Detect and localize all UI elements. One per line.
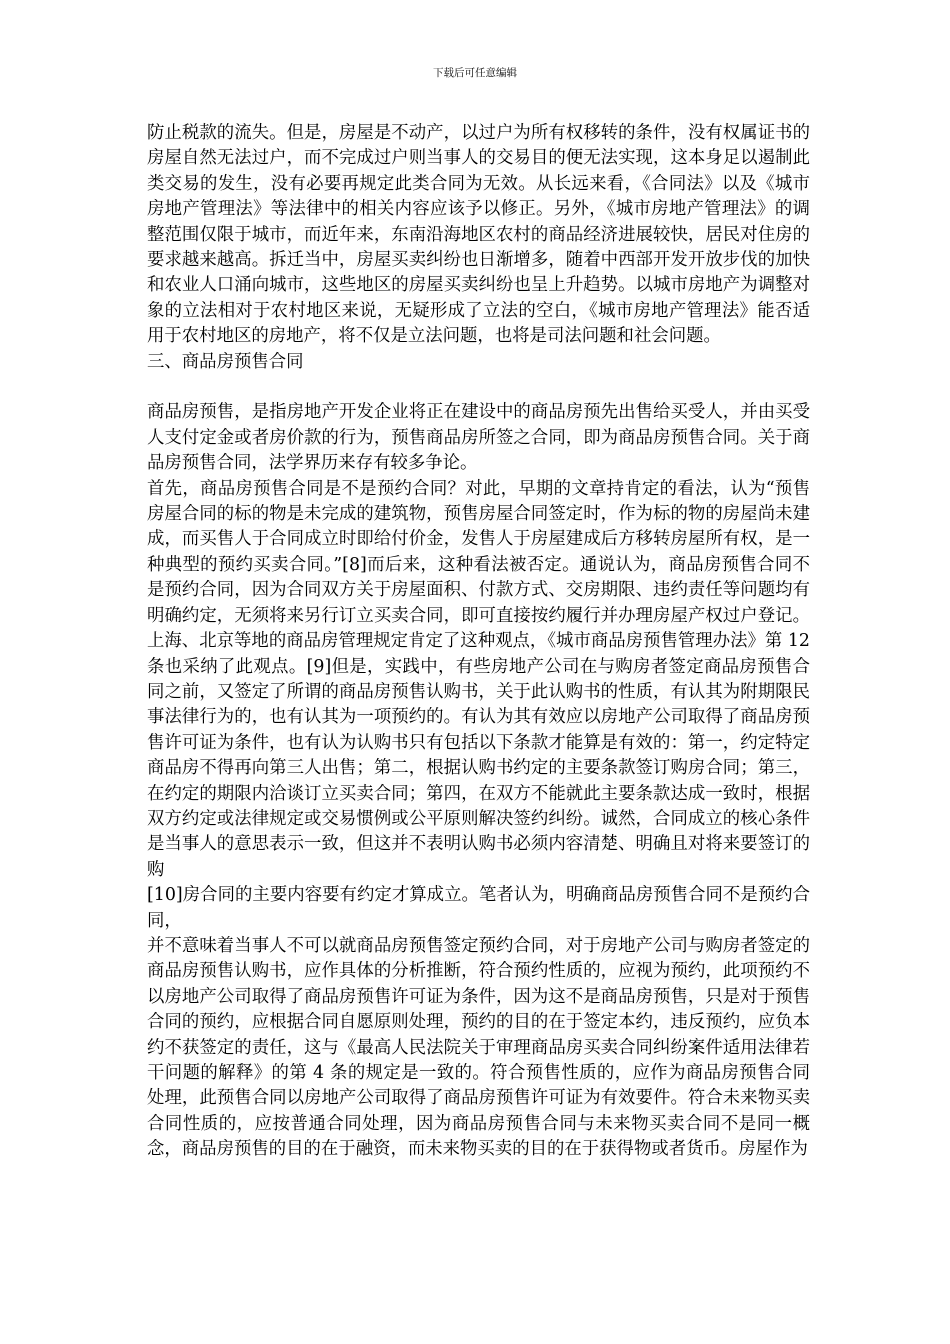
page-header: 下载后可任意编辑 <box>433 67 517 79</box>
document-body <box>147 121 810 1163</box>
body-paragraph: [10]房合同的主要内容要有约定才算成立。笔者认为，明确商品房预售合同不是预约合同， <box>147 885 810 931</box>
blank-line <box>147 375 810 400</box>
body-paragraph: 防止税款的流失。但是，房屋是不动产，以过户为所有权移转的条件，没有权属证书的房屋自然无法过户，而不完成过户则当事人的交易目的便无法实现，这本身足以遏制此类交易的发生，没有必要再规定此类合同为无效。从长远来看，《合同法》以及《城市房地产管理法》等法律中的相关内容应该予以修正。另外，《城市房地产管理法》的调整范围仅限于城市，而近年来，东南沿海地区农村的商品经济进展较快，居民对住房的要求越来越高。拆迁当中，房屋买卖纠纷也日渐增多，随着中西部开发开放步伐的加快和农业人口涌向城市，这些地区的房屋买卖纠纷也呈上升趋势。以城市房地产为调整对象的立法相对于农村地区来说，无疑形成了立法的空白，《城市房地产管理法》能否适用于农村地区的房地产，将不仅是立法问题，也将是司法问题和社会问题。 <box>147 123 810 347</box>
body-paragraph: 商品房预售，是指房地产开发企业将正在建设中的商品房预先出售给买受人，并由买受人支付定金或者房价款的行为，预售商品房所签之合同，即为商品房预售合同。关于商品房预售合同，法学界历来存有较多争论。 <box>147 402 810 474</box>
body-paragraph: 并不意味着当事人不可以就商品房预售签定预约合同，对于房地产公司与购房者签定的商品房预售认购书，应作具体的分析推断，符合预约性质的，应视为预约，此项预约不以房地产公司取得了商品房预售许可证为条件，因为这不是商品房预售，只是对于预售合同的预约，应根据合同自愿原则处理，预约的目的在于签定本约，违反预约，应负本约不获签定的责任，这与《最高人民法院关于审理商品房买卖合同纠纷案件适用法律若干问题的解释》的第 4 条的规定是一致的。符合预售性质的，应作为商品房预售合同处理，此预售合同以房地产公司取得了商品房预售许可证为有效要件。符合未来物买卖合同性质的，应按普通合同处理，因为商品房预售合同与未来物买卖合同不是同一概念，商品房预售的目的在于融资，而未来物买卖的目的在于获得物或者货币。房屋作为 <box>147 935 810 1160</box>
body-paragraph: 首先，商品房预售合同是不是预约合同？对此，早期的文章持肯定的看法，认为“预售房屋合同的标的物是未完成的建筑物，预售房屋合同签定时，作为标的物的房屋尚未建成，而买售人于合同成立时即给付价金，发售人于房屋建成后方移转房屋所有权，是一种典型的预约买卖合同。”[8]而后来，这种看法被否定。通说认为，商品房预售合同不是预约合同，因为合同双方关于房屋面积、付款方式、交房期限、违约责任等问题均有明确约定，无须将来另行订立买卖合同，即可直接按约履行并办理房屋产权过户登记。上海、北京等地的商品房管理规定肯定了这种观点，《城市商品房预售管理办法》第 12 条也采纳了此观点。[9]但是，实践中，有些房地产公司在与购房者签定商品房预售合同之前，又签定了所谓的商品房预售认购书，关于此认购书的性质，有认其为附期限民事法律行为的，也有认其为一项预约的。有认为其有效应以房地产公司取得了商品房预售许可证为条件，也有认为认购书只有包括以下条款才能算是有效的：第一，约定特定商品房不得再向第三人出售；第二，根据认购书约定的主要条款签订购房合同；第三，在约定的期限内洽谈订立买卖合同；第四，在双方不能就此主要条款达成一致时，根据双方约定或法律规定或交易惯例或公平原则解决签约纠纷。诚然，合同成立的核心条件是当事人的意思表示一致，但这并不表明认购书必须内容清楚、明确且对将来要签订的购 <box>147 478 810 880</box>
section-heading: 三、商品房预售合同 <box>147 351 304 372</box>
